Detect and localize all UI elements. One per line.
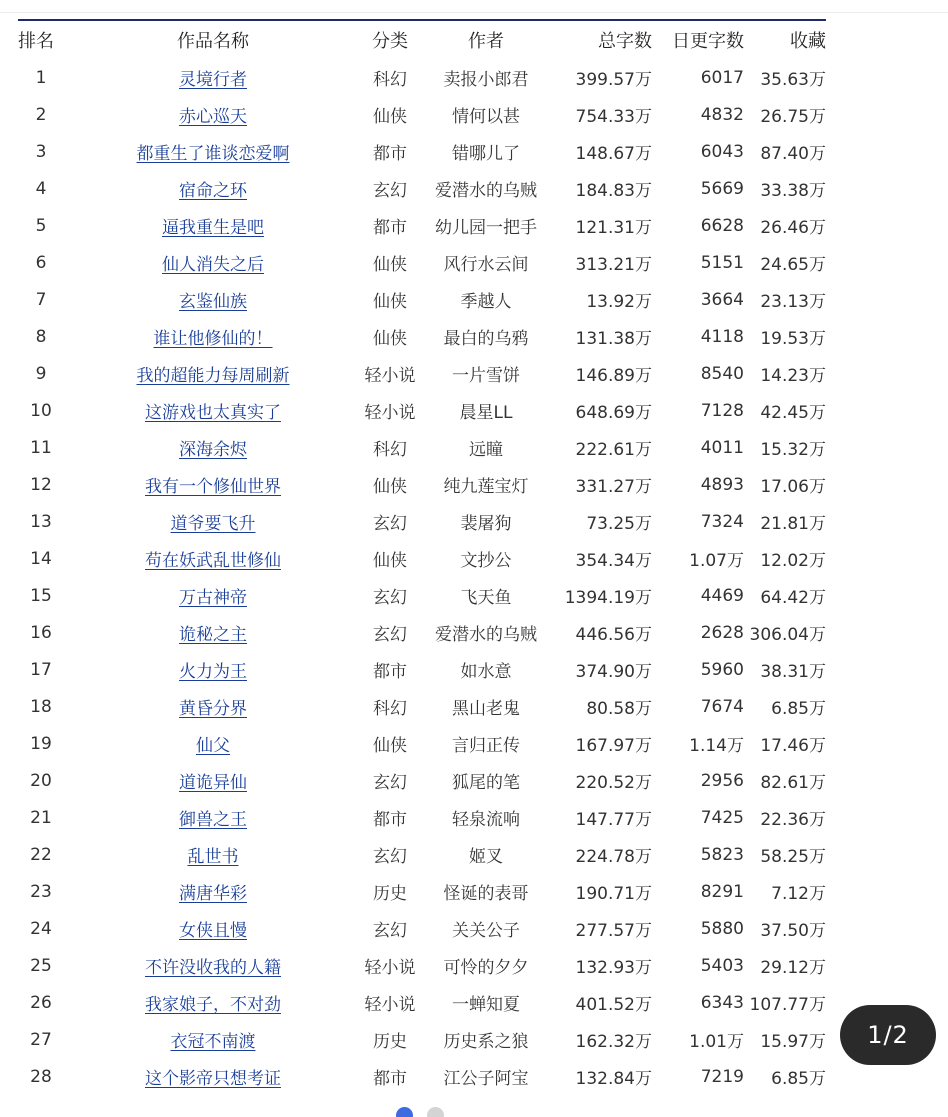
work-title-link[interactable]: 灵境行者 xyxy=(179,70,247,90)
cell-daily-words: 6043 xyxy=(700,141,744,162)
cell-author: 爱潜水的乌贼 xyxy=(435,625,537,645)
cell-rank: 2 xyxy=(35,104,47,125)
cell-author: 怪诞的表哥 xyxy=(443,884,529,904)
cell-total-words: 224.78万 xyxy=(575,847,652,867)
cell-title xyxy=(64,984,362,1021)
page-indicator: 1/2 xyxy=(840,1005,936,1065)
cell-title xyxy=(64,836,362,873)
cell-title xyxy=(64,577,362,614)
cell-favorites: 87.40万 xyxy=(760,144,826,164)
cell-title xyxy=(64,244,362,281)
cell-title xyxy=(64,59,362,96)
cell-category: 轻小说 xyxy=(364,958,416,978)
header-rank: 排名 xyxy=(18,31,54,52)
cell-title xyxy=(64,392,362,429)
table-row xyxy=(18,984,826,1021)
cell-rank: 25 xyxy=(30,955,52,976)
cell-author: 文抄公 xyxy=(460,551,512,571)
cell-title xyxy=(64,688,362,725)
cell-total-words: 446.56万 xyxy=(575,625,652,645)
cell-favorites: 19.53万 xyxy=(760,329,826,349)
cell-category: 都市 xyxy=(373,1069,407,1089)
table-row xyxy=(18,170,826,207)
cell-author: 爱潜水的乌贼 xyxy=(435,181,537,201)
cell-favorites: 35.63万 xyxy=(760,70,826,90)
cell-daily-words: 5151 xyxy=(700,252,744,273)
work-title-link[interactable]: 衣冠不南渡 xyxy=(170,1032,256,1052)
cell-title xyxy=(64,1058,362,1095)
cell-category: 仙侠 xyxy=(373,255,407,275)
cell-author: 裴屠狗 xyxy=(460,514,512,534)
cell-favorites: 6.85万 xyxy=(771,1069,826,1089)
cell-daily-words: 4832 xyxy=(700,104,744,125)
work-title-link[interactable]: 深海余烬 xyxy=(179,440,247,460)
table-row xyxy=(18,207,826,244)
cell-daily-words: 5960 xyxy=(700,659,744,680)
cell-daily-words: 5880 xyxy=(700,918,744,939)
cell-total-words: 121.31万 xyxy=(575,218,652,238)
cell-daily-words: 5823 xyxy=(700,844,744,865)
cell-rank: 12 xyxy=(30,474,52,495)
cell-category: 都市 xyxy=(373,144,407,164)
table-body xyxy=(18,59,826,1095)
cell-daily-words: 7674 xyxy=(700,696,744,717)
cell-rank: 9 xyxy=(35,363,47,384)
table-row xyxy=(18,244,826,281)
cell-category: 仙侠 xyxy=(373,107,407,127)
work-title-link[interactable]: 玄鉴仙族 xyxy=(179,292,247,312)
work-title-link[interactable]: 万古神帝 xyxy=(179,588,247,608)
cell-favorites: 29.12万 xyxy=(760,958,826,978)
cell-rank: 14 xyxy=(30,548,52,569)
cell-author: 幼儿园一把手 xyxy=(435,218,537,238)
cell-favorites: 22.36万 xyxy=(760,810,826,830)
cell-favorites: 42.45万 xyxy=(760,403,826,423)
table-header-row xyxy=(18,21,826,59)
table-row xyxy=(18,1021,826,1058)
cell-daily-words: 4469 xyxy=(700,585,744,606)
cell-daily-words: 4011 xyxy=(700,437,744,458)
cell-category: 仙侠 xyxy=(373,292,407,312)
cell-favorites: 107.77万 xyxy=(749,995,826,1015)
work-title-link[interactable]: 苟在妖武乱世修仙 xyxy=(145,551,281,571)
cell-category: 玄幻 xyxy=(373,921,407,941)
cell-rank: 22 xyxy=(30,844,52,865)
work-title-link[interactable]: 宿命之环 xyxy=(179,181,247,201)
cell-title xyxy=(64,762,362,799)
cell-title xyxy=(64,799,362,836)
cell-daily-words: 6017 xyxy=(700,67,744,88)
cell-category: 轻小说 xyxy=(364,995,416,1015)
pagination-dot[interactable] xyxy=(427,1107,444,1117)
cell-author: 黑山老鬼 xyxy=(452,699,520,719)
cell-category: 仙侠 xyxy=(373,329,407,349)
cell-title xyxy=(64,873,362,910)
cell-category: 玄幻 xyxy=(373,847,407,867)
cell-daily-words: 1.14万 xyxy=(689,736,744,756)
cell-category: 历史 xyxy=(373,1032,407,1052)
cell-total-words: 399.57万 xyxy=(575,70,652,90)
table-row xyxy=(18,836,826,873)
cell-rank: 8 xyxy=(35,326,47,347)
cell-author: 情何以甚 xyxy=(452,107,520,127)
cell-author: 纯九莲宝灯 xyxy=(443,477,529,497)
top-divider xyxy=(0,12,948,13)
cell-daily-words: 2956 xyxy=(700,770,744,791)
cell-category: 科幻 xyxy=(373,699,407,719)
cell-daily-words: 7219 xyxy=(700,1066,744,1087)
cell-favorites: 21.81万 xyxy=(760,514,826,534)
cell-daily-words: 1.07万 xyxy=(689,551,744,571)
cell-daily-words: 5403 xyxy=(700,955,744,976)
ranking-table xyxy=(18,21,826,1095)
cell-author: 言归正传 xyxy=(452,736,520,756)
work-title-link[interactable]: 我的超能力每周刷新 xyxy=(136,366,290,386)
cell-total-words: 146.89万 xyxy=(575,366,652,386)
work-title-link[interactable]: 仙父 xyxy=(196,736,230,756)
table-row xyxy=(18,577,826,614)
cell-daily-words: 1.01万 xyxy=(689,1032,744,1052)
cell-total-words: 131.38万 xyxy=(575,329,652,349)
cell-category: 仙侠 xyxy=(373,551,407,571)
cell-total-words: 277.57万 xyxy=(575,921,652,941)
cell-title xyxy=(64,910,362,947)
cell-daily-words: 4893 xyxy=(700,474,744,495)
work-title-link[interactable]: 道爷要飞升 xyxy=(170,514,256,534)
work-title-link[interactable]: 谁让他修仙的！ xyxy=(153,329,273,349)
pagination-dots xyxy=(396,1107,444,1117)
cell-title xyxy=(64,429,362,466)
cell-daily-words: 7128 xyxy=(700,400,744,421)
table-row xyxy=(18,540,826,577)
cell-favorites: 37.50万 xyxy=(760,921,826,941)
table-row xyxy=(18,799,826,836)
cell-total-words: 220.52万 xyxy=(575,773,652,793)
cell-rank: 10 xyxy=(30,400,52,421)
table-row xyxy=(18,725,826,762)
cell-favorites: 306.04万 xyxy=(749,625,826,645)
cell-daily-words: 7324 xyxy=(700,511,744,532)
cell-title xyxy=(64,318,362,355)
cell-rank: 6 xyxy=(35,252,47,273)
cell-total-words: 147.77万 xyxy=(575,810,652,830)
cell-favorites: 82.61万 xyxy=(760,773,826,793)
work-title-link[interactable]: 仙人消失之后 xyxy=(162,255,264,275)
table-row xyxy=(18,614,826,651)
cell-favorites: 64.42万 xyxy=(760,588,826,608)
table-row xyxy=(18,318,826,355)
cell-total-words: 754.33万 xyxy=(575,107,652,127)
cell-category: 科幻 xyxy=(373,70,407,90)
cell-author: 历史系之狼 xyxy=(443,1032,529,1052)
cell-author: 晨星LL xyxy=(459,403,513,423)
table-row xyxy=(18,1058,826,1095)
cell-daily-words: 2628 xyxy=(700,622,744,643)
cell-category: 都市 xyxy=(373,218,407,238)
cell-title xyxy=(64,651,362,688)
cell-favorites: 38.31万 xyxy=(760,662,826,682)
table-row xyxy=(18,688,826,725)
cell-total-words: 1394.19万 xyxy=(564,588,652,608)
work-title-link[interactable]: 火力为王 xyxy=(179,662,247,682)
cell-favorites: 6.85万 xyxy=(771,699,826,719)
work-title-link[interactable]: 赤心巡天 xyxy=(179,107,247,127)
work-title-link[interactable]: 这游戏也太真实了 xyxy=(145,403,281,423)
header-favorites: 收藏 xyxy=(790,31,826,52)
cell-total-words: 148.67万 xyxy=(575,144,652,164)
cell-category: 轻小说 xyxy=(364,403,416,423)
cell-daily-words: 6343 xyxy=(700,992,744,1013)
table-row xyxy=(18,466,826,503)
cell-rank: 28 xyxy=(30,1066,52,1087)
table-row xyxy=(18,503,826,540)
cell-favorites: 12.02万 xyxy=(760,551,826,571)
cell-total-words: 132.84万 xyxy=(575,1069,652,1089)
cell-rank: 18 xyxy=(30,696,52,717)
work-title-link[interactable]: 满唐华彩 xyxy=(179,884,247,904)
cell-rank: 13 xyxy=(30,511,52,532)
cell-favorites: 26.46万 xyxy=(760,218,826,238)
cell-category: 都市 xyxy=(373,810,407,830)
cell-daily-words: 3664 xyxy=(700,289,744,310)
cell-rank: 20 xyxy=(30,770,52,791)
cell-title xyxy=(64,281,362,318)
table-row xyxy=(18,651,826,688)
cell-title xyxy=(64,614,362,651)
cell-category: 历史 xyxy=(373,884,407,904)
cell-title xyxy=(64,170,362,207)
table-row xyxy=(18,392,826,429)
cell-category: 玄幻 xyxy=(373,181,407,201)
cell-author: 飞天鱼 xyxy=(460,588,512,608)
cell-total-words: 80.58万 xyxy=(586,699,652,719)
cell-author: 一片雪饼 xyxy=(452,366,520,386)
cell-author: 风行水云间 xyxy=(443,255,529,275)
cell-favorites: 7.12万 xyxy=(771,884,826,904)
cell-title xyxy=(64,540,362,577)
cell-title xyxy=(64,1021,362,1058)
cell-author: 一蝉知夏 xyxy=(452,995,520,1015)
table-row xyxy=(18,133,826,170)
table-row xyxy=(18,910,826,947)
pagination-dot[interactable] xyxy=(396,1107,413,1117)
work-title-link[interactable]: 我家娘子，不对劲 xyxy=(145,995,281,1015)
header-author: 作者 xyxy=(468,31,504,52)
cell-total-words: 162.32万 xyxy=(575,1032,652,1052)
ranking-table-container xyxy=(18,19,826,1095)
cell-favorites: 17.06万 xyxy=(760,477,826,497)
cell-rank: 15 xyxy=(30,585,52,606)
work-title-link[interactable]: 不许没收我的人籍 xyxy=(145,958,281,978)
work-title-link[interactable]: 都重生了谁谈恋爱啊 xyxy=(136,144,290,164)
cell-total-words: 13.92万 xyxy=(586,292,652,312)
cell-rank: 11 xyxy=(30,437,52,458)
table-row xyxy=(18,947,826,984)
cell-category: 玄幻 xyxy=(373,514,407,534)
cell-daily-words: 4118 xyxy=(700,326,744,347)
cell-rank: 23 xyxy=(30,881,52,902)
cell-rank: 5 xyxy=(35,215,47,236)
cell-author: 关关公子 xyxy=(452,921,520,941)
work-title-link[interactable]: 乱世书 xyxy=(187,847,239,867)
cell-favorites: 58.25万 xyxy=(760,847,826,867)
work-title-link[interactable]: 黄昏分界 xyxy=(179,699,247,719)
table-row xyxy=(18,762,826,799)
work-title-link[interactable]: 道诡异仙 xyxy=(179,773,247,793)
cell-rank: 27 xyxy=(30,1029,52,1050)
cell-rank: 24 xyxy=(30,918,52,939)
cell-total-words: 313.21万 xyxy=(575,255,652,275)
work-title-link[interactable]: 这个影帝只想考证 xyxy=(145,1069,281,1089)
cell-favorites: 14.23万 xyxy=(760,366,826,386)
cell-category: 仙侠 xyxy=(373,477,407,497)
cell-total-words: 374.90万 xyxy=(575,662,652,682)
cell-total-words: 354.34万 xyxy=(575,551,652,571)
cell-rank: 3 xyxy=(35,141,47,162)
table-row xyxy=(18,59,826,96)
cell-favorites: 33.38万 xyxy=(760,181,826,201)
cell-total-words: 184.83万 xyxy=(575,181,652,201)
cell-title xyxy=(64,207,362,244)
cell-rank: 17 xyxy=(30,659,52,680)
cell-total-words: 331.27万 xyxy=(575,477,652,497)
work-title-link[interactable]: 诡秘之主 xyxy=(179,625,247,645)
work-title-link[interactable]: 我有一个修仙世界 xyxy=(145,477,281,497)
cell-daily-words: 5669 xyxy=(700,178,744,199)
cell-category: 玄幻 xyxy=(373,773,407,793)
cell-favorites: 26.75万 xyxy=(760,107,826,127)
cell-favorites: 24.65万 xyxy=(760,255,826,275)
cell-author: 可怜的夕夕 xyxy=(443,958,529,978)
cell-rank: 4 xyxy=(35,178,47,199)
header-daily-words: 日更字数 xyxy=(672,31,744,52)
cell-title xyxy=(64,725,362,762)
cell-daily-words: 8540 xyxy=(700,363,744,384)
cell-author: 狐尾的笔 xyxy=(452,773,520,793)
cell-total-words: 648.69万 xyxy=(575,403,652,423)
cell-favorites: 17.46万 xyxy=(760,736,826,756)
cell-author: 轻泉流响 xyxy=(452,810,520,830)
cell-total-words: 222.61万 xyxy=(575,440,652,460)
cell-title xyxy=(64,947,362,984)
table-row xyxy=(18,429,826,466)
cell-author: 如水意 xyxy=(460,662,512,682)
cell-author: 姬叉 xyxy=(469,847,503,867)
cell-title xyxy=(64,355,362,392)
cell-title xyxy=(64,133,362,170)
cell-total-words: 73.25万 xyxy=(586,514,652,534)
table-row xyxy=(18,281,826,318)
table-row xyxy=(18,355,826,392)
cell-total-words: 167.97万 xyxy=(575,736,652,756)
cell-favorites: 15.97万 xyxy=(760,1032,826,1052)
cell-author: 江公子阿宝 xyxy=(443,1069,529,1089)
table-row xyxy=(18,96,826,133)
cell-title xyxy=(64,466,362,503)
cell-daily-words: 8291 xyxy=(700,881,744,902)
cell-total-words: 132.93万 xyxy=(575,958,652,978)
cell-daily-words: 7425 xyxy=(700,807,744,828)
cell-category: 轻小说 xyxy=(364,366,416,386)
cell-author: 卖报小郎君 xyxy=(443,70,529,90)
cell-rank: 21 xyxy=(30,807,52,828)
cell-rank: 19 xyxy=(30,733,52,754)
cell-favorites: 15.32万 xyxy=(760,440,826,460)
cell-author: 最白的乌鸦 xyxy=(443,329,529,349)
cell-author: 错哪儿了 xyxy=(452,144,520,164)
header-total-words: 总字数 xyxy=(598,31,652,52)
cell-category: 都市 xyxy=(373,662,407,682)
cell-total-words: 401.52万 xyxy=(575,995,652,1015)
cell-rank: 26 xyxy=(30,992,52,1013)
header-category: 分类 xyxy=(372,31,408,52)
cell-author: 季越人 xyxy=(460,292,512,312)
cell-title xyxy=(64,96,362,133)
cell-rank: 1 xyxy=(35,67,47,88)
cell-rank: 16 xyxy=(30,622,52,643)
cell-category: 玄幻 xyxy=(373,588,407,608)
work-title-link[interactable]: 逼我重生是吧 xyxy=(162,218,264,238)
header-title: 作品名称 xyxy=(177,31,249,52)
cell-author: 远瞳 xyxy=(469,440,503,460)
cell-category: 科幻 xyxy=(373,440,407,460)
cell-category: 玄幻 xyxy=(373,625,407,645)
cell-title xyxy=(64,503,362,540)
cell-daily-words: 6628 xyxy=(700,215,744,236)
cell-favorites: 23.13万 xyxy=(760,292,826,312)
cell-total-words: 190.71万 xyxy=(575,884,652,904)
cell-category: 仙侠 xyxy=(373,736,407,756)
table-row xyxy=(18,873,826,910)
work-title-link[interactable]: 女侠且慢 xyxy=(179,921,247,941)
work-title-link[interactable]: 御兽之王 xyxy=(179,810,247,830)
cell-rank: 7 xyxy=(35,289,47,310)
